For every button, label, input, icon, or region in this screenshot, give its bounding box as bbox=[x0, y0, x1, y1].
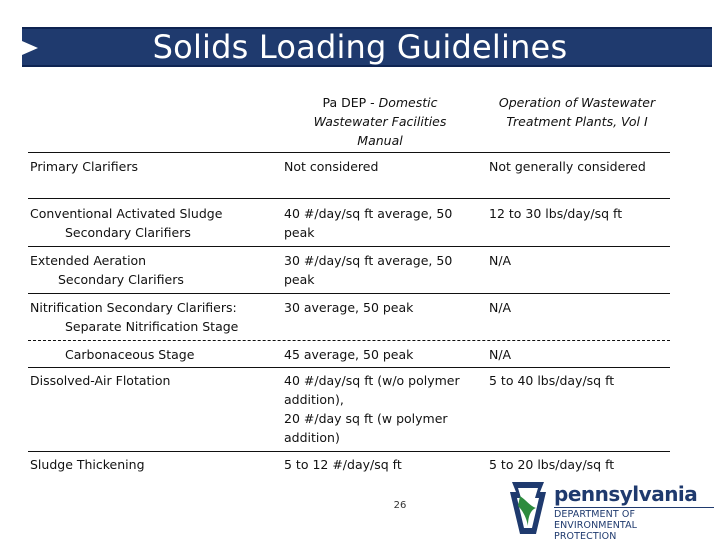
row-ops-value: 5 to 40 lbs/day/sq ft bbox=[489, 373, 615, 388]
row-label bbox=[30, 298, 275, 336]
header-operation-manual bbox=[484, 93, 670, 131]
pennsylvania-dep-logo bbox=[506, 478, 712, 540]
row-dep-value: 5 to 12 #/day/sq ft bbox=[284, 457, 402, 472]
row-divider-dashed bbox=[28, 340, 670, 341]
row-label-sub: Secondary Clarifiers bbox=[58, 272, 184, 287]
page-title: Solids Loading Guidelines bbox=[152, 28, 568, 66]
row-ops-value: N/A bbox=[489, 253, 512, 268]
row-label-main: Conventional Activated Sludge bbox=[30, 206, 223, 221]
row-label-sub: Secondary Clarifiers bbox=[65, 225, 191, 240]
row-ops-value: Not generally considered bbox=[489, 159, 646, 174]
row-ops-value: N/A bbox=[489, 347, 512, 362]
row-label bbox=[30, 251, 275, 289]
row-label-main: Extended Aeration bbox=[30, 253, 147, 268]
row-dep-value: 40 #/day/sq ft (w/o polymer addition), 20 #/day sq ft (w polymer addition) bbox=[284, 373, 460, 445]
keystone-icon bbox=[506, 480, 550, 536]
header-operation-manual-title: Operation of Wastewater Treatment Plants, Vol I bbox=[498, 95, 656, 129]
row-dep-value: Not considered bbox=[284, 159, 379, 174]
row-dep-value: 30 average, 50 peak bbox=[284, 300, 414, 315]
row-label-sub: Separate Nitrification Stage bbox=[65, 319, 239, 334]
row-dep-value: 40 #/day/sq ft average, 50 peak bbox=[284, 206, 453, 240]
row-ops-value: 5 to 20 lbs/day/sq ft bbox=[489, 457, 615, 472]
header-pa-dep bbox=[282, 93, 478, 150]
row-label: Sludge Thickening bbox=[30, 457, 145, 472]
logo-department: DEPARTMENT OF ENVIRONMENTAL PROTECTION bbox=[554, 509, 638, 540]
row-label bbox=[30, 204, 275, 242]
row-divider bbox=[28, 293, 670, 294]
row-label: Primary Clarifiers bbox=[30, 159, 138, 174]
row-label: Dissolved-Air Flotation bbox=[30, 373, 171, 388]
header-divider bbox=[28, 152, 670, 153]
page-number: 26 bbox=[393, 500, 407, 511]
row-ops-value: 12 to 30 lbs/day/sq ft bbox=[489, 206, 623, 221]
row-dep-value: 45 average, 50 peak bbox=[284, 347, 414, 362]
header-pa-dep-prefix: Pa DEP - bbox=[322, 95, 379, 110]
row-divider bbox=[28, 246, 670, 247]
row-label-sub: Carbonaceous Stage bbox=[65, 347, 195, 362]
row-label-main: Nitrification Secondary Clarifiers: bbox=[30, 300, 237, 315]
row-ops-value: N/A bbox=[489, 300, 512, 315]
row-divider bbox=[28, 367, 670, 368]
header-pa-dep-title: Domestic Wastewater Facilities Manual bbox=[313, 95, 447, 148]
row-divider bbox=[28, 198, 670, 199]
row-dep-value: 30 #/day/sq ft average, 50 peak bbox=[284, 253, 453, 287]
logo-wordmark: pennsylvania bbox=[554, 482, 698, 506]
row-divider bbox=[28, 451, 670, 452]
logo-rule bbox=[554, 507, 714, 508]
